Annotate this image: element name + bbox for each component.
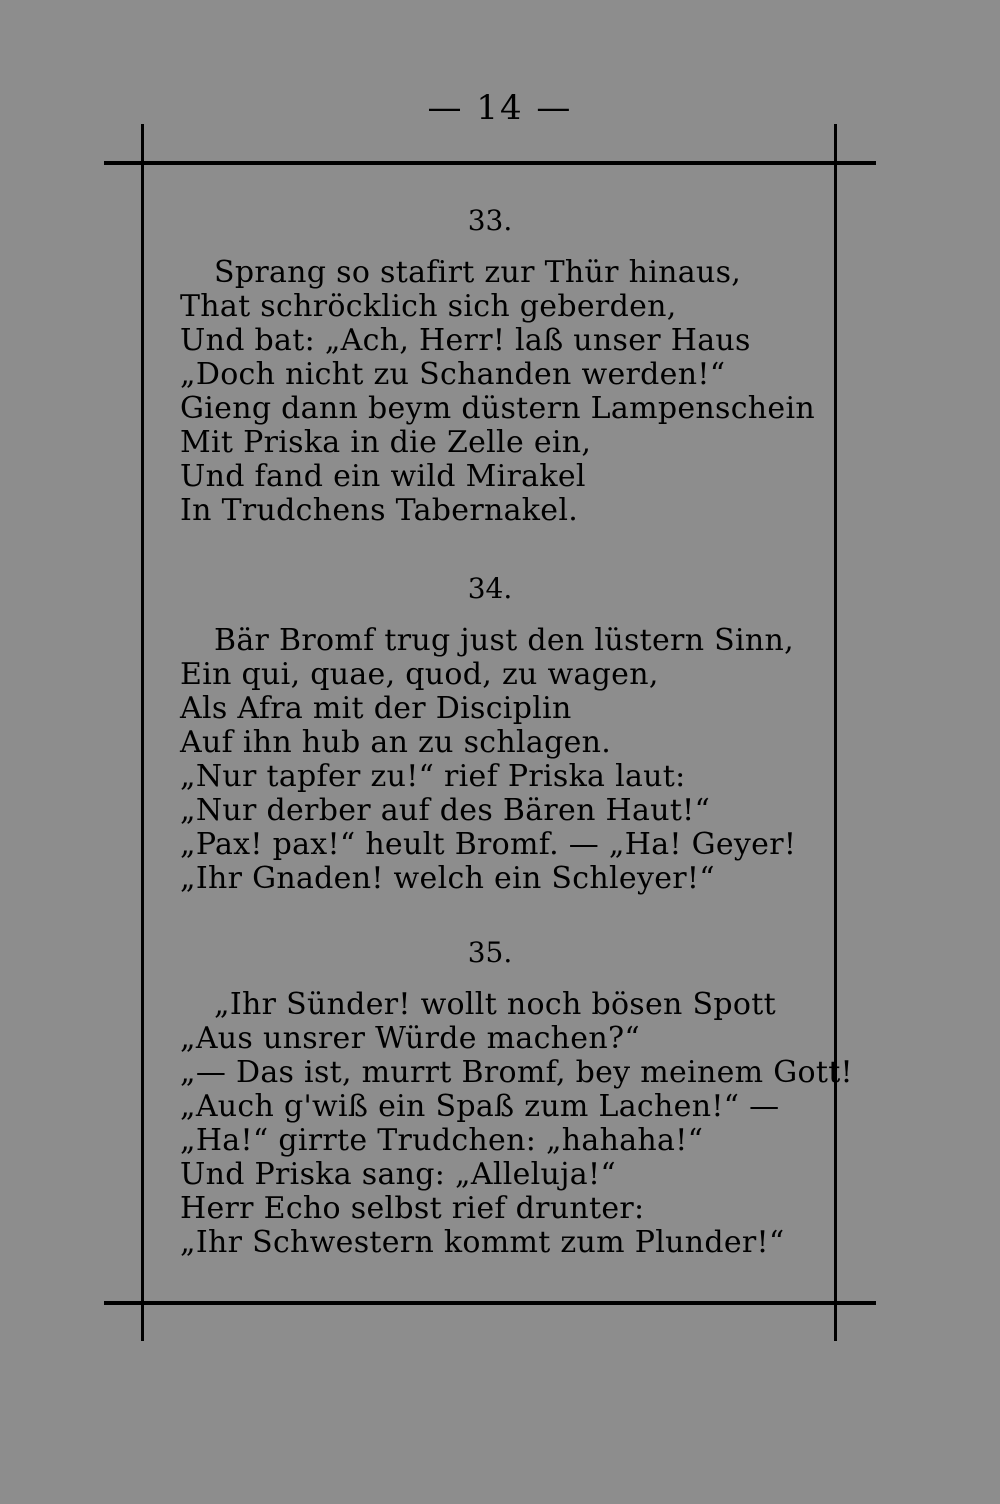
- page-number: — 14 —: [427, 88, 573, 128]
- verse-line: „Ha!“ girrte Trudchen: „hahaha!“: [180, 1123, 704, 1158]
- verse-line: „Aus unsrer Würde machen?“: [180, 1021, 640, 1056]
- verse-line: „Ihr Gnaden! welch ein Schleyer!“: [180, 861, 715, 896]
- bottom-rule: [104, 1301, 876, 1305]
- verse-line: Herr Echo selbst rief drunter:: [180, 1191, 645, 1226]
- verse-line: „Ihr Sünder! wollt noch bösen Spott: [214, 987, 776, 1022]
- verse-line: „Nur tapfer zu!“ rief Priska laut:: [180, 759, 686, 794]
- stanza-number: 33.: [467, 204, 513, 237]
- stanza-number: 35.: [467, 936, 513, 969]
- verse-line: Gieng dann beym düstern Lampenschein: [180, 391, 815, 426]
- stanza-34: [180, 568, 840, 896]
- stanza-lines: [180, 624, 840, 896]
- stanza-number: 34.: [467, 572, 513, 605]
- verse-line: Als Afra mit der Disciplin: [180, 691, 572, 726]
- verse-line: Mit Priska in die Zelle ein,: [180, 425, 592, 460]
- verse-line: In Trudchens Tabernakel.: [180, 493, 579, 528]
- verse-line: Und Priska sang: „Alleluja!“: [180, 1157, 616, 1192]
- verse-line: „Pax! pax!“ heult Bromf. — „Ha! Geyer!: [180, 827, 797, 862]
- verse-line: „— Das ist, murrt Bromf, bey meinem Gott!: [180, 1055, 853, 1090]
- verse-line: „Doch nicht zu Schanden werden!“: [180, 357, 726, 392]
- verse-line: „Nur derber auf des Bären Haut!“: [180, 793, 711, 828]
- stanza-33: [180, 200, 840, 528]
- left-frame-line: [141, 124, 144, 1341]
- verse-line: Bär Bromf trug just den lüstern Sinn,: [214, 623, 794, 658]
- verse-line: „Auch g'wiß ein Spaß zum Lachen!“ —: [180, 1089, 780, 1124]
- stanza-lines: [180, 256, 840, 528]
- verse-line: Sprang so stafirt zur Thür hinaus,: [214, 255, 742, 290]
- top-rule: [104, 161, 876, 165]
- verse-line: Auf ihn hub an zu schlagen.: [180, 725, 612, 760]
- stanza-35: [180, 932, 853, 1260]
- verse-line: That schröcklich sich geberden,: [180, 289, 677, 324]
- verse-line: „Ihr Schwestern kommt zum Plunder!“: [180, 1225, 785, 1260]
- verse-line: Ein qui, quae, quod, zu wagen,: [180, 657, 659, 692]
- stanza-lines: [180, 987, 853, 1260]
- verse-line: Und fand ein wild Mirakel: [180, 459, 586, 494]
- verse-line: Und bat: „Ach, Herr! laß unser Haus: [180, 323, 751, 358]
